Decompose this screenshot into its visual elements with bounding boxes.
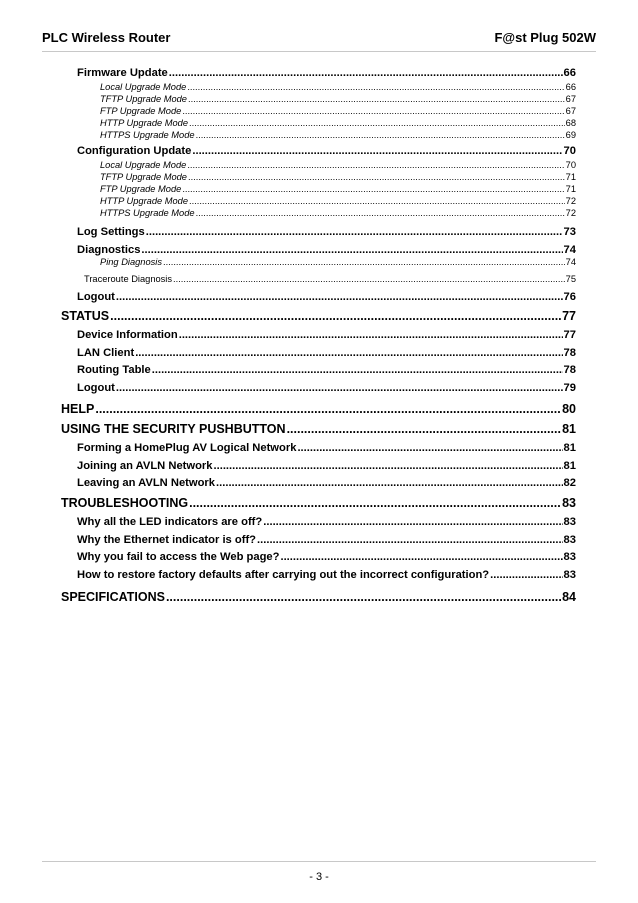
- toc-leader: [116, 382, 563, 394]
- toc-leader: [214, 460, 563, 472]
- toc-leader: [95, 402, 561, 416]
- toc-entry[interactable]: [100, 118, 576, 130]
- footer-rule: [42, 861, 596, 862]
- toc-entry-page: 69: [565, 130, 576, 140]
- toc-leader: [189, 118, 565, 128]
- toc-entry[interactable]: [100, 257, 576, 269]
- page-number: - 3 -: [309, 871, 329, 883]
- toc-entry-title: Routing Table: [77, 364, 151, 376]
- toc-entry-page: 68: [565, 118, 576, 128]
- toc-entry-title: HTTP Upgrade Mode: [100, 118, 189, 128]
- toc-entry-page: 82: [563, 477, 576, 489]
- toc-entry-title: TFTP Upgrade Mode: [100, 94, 187, 104]
- toc-entry[interactable]: [77, 291, 576, 305]
- toc-leader: [189, 496, 561, 510]
- toc-leader: [263, 516, 562, 528]
- toc-leader: [152, 364, 563, 376]
- header-left-title: PLC Wireless Router: [42, 29, 171, 45]
- toc-entry[interactable]: [77, 534, 576, 548]
- toc-entry[interactable]: [77, 551, 576, 565]
- toc-entry[interactable]: [100, 208, 576, 220]
- toc-leader: [169, 67, 563, 79]
- toc-entry-title: Why you fail to access the Web page?: [77, 551, 280, 563]
- toc-entry[interactable]: [77, 516, 576, 530]
- toc-entry-title: TROUBLESHOOTING: [61, 496, 189, 510]
- toc-entry-title: USING THE SECURITY PUSHBUTTON: [61, 422, 286, 436]
- toc-entry[interactable]: [100, 196, 576, 208]
- toc-leader: [182, 184, 564, 194]
- toc-leader: [490, 569, 562, 581]
- toc-entry-page: 67: [565, 94, 576, 104]
- toc-entry-page: 73: [563, 226, 576, 238]
- toc-entry[interactable]: [100, 82, 576, 94]
- toc-entry-page: 78: [563, 364, 576, 376]
- toc-entry-page: 77: [562, 309, 576, 323]
- toc-entry[interactable]: [100, 94, 576, 106]
- toc-entry-page: 66: [565, 82, 576, 92]
- toc-leader: [192, 145, 562, 157]
- toc-leader: [257, 534, 563, 546]
- toc-entry-title: Why the Ethernet indicator is off?: [77, 534, 257, 546]
- toc-entry-title: HTTPS Upgrade Mode: [100, 130, 195, 140]
- toc-entry[interactable]: [77, 226, 576, 240]
- toc-entry-title: Configuration Update: [77, 145, 192, 157]
- toc-leader: [110, 309, 561, 323]
- toc-entry-page: 72: [565, 196, 576, 206]
- toc-entry[interactable]: [77, 364, 576, 378]
- toc-entry-page: 84: [562, 590, 576, 604]
- toc-entry-title: Forming a HomePlug AV Logical Network: [77, 442, 297, 454]
- toc-leader: [196, 208, 565, 218]
- toc-leader: [297, 442, 562, 454]
- toc-entry-page: 66: [563, 67, 576, 79]
- toc-entry-title: Device Information: [77, 329, 178, 341]
- toc-leader: [179, 329, 563, 341]
- toc-leader: [135, 347, 562, 359]
- toc-entry-title: Logout: [77, 382, 115, 394]
- toc-leader: [280, 551, 562, 563]
- toc-entry[interactable]: [100, 184, 576, 196]
- toc-leader: [146, 226, 563, 238]
- toc-entry-title: FTP Upgrade Mode: [100, 106, 182, 116]
- toc-entry[interactable]: [84, 274, 576, 286]
- toc-entry-title: Diagnostics: [77, 244, 141, 256]
- toc-entry[interactable]: [77, 442, 576, 456]
- toc-leader: [141, 244, 562, 256]
- toc-leader: [216, 477, 563, 489]
- toc-entry-page: 83: [563, 516, 576, 528]
- toc-entry-page: 74: [563, 244, 576, 256]
- toc-entry-title: HTTP Upgrade Mode: [100, 196, 189, 206]
- toc-entry-page: 67: [565, 106, 576, 116]
- toc-entry-title: Log Settings: [77, 226, 145, 238]
- toc-entry-page: 78: [563, 347, 576, 359]
- toc-entry-page: 71: [565, 172, 576, 182]
- toc-entry-title: HELP: [61, 402, 95, 416]
- toc-leader: [187, 82, 564, 92]
- toc-entry-title: LAN Client: [77, 347, 135, 359]
- toc-entry-page: 83: [563, 551, 576, 563]
- toc-leader: [163, 257, 565, 267]
- toc-entry[interactable]: [61, 496, 576, 513]
- toc-entry[interactable]: [77, 329, 576, 343]
- toc-entry-page: 81: [563, 460, 576, 472]
- toc-entry[interactable]: [100, 106, 576, 118]
- toc-entry[interactable]: [61, 590, 576, 607]
- toc-leader: [196, 130, 565, 140]
- toc-entry-title: TFTP Upgrade Mode: [100, 172, 187, 182]
- toc-leader: [173, 274, 565, 284]
- toc-entry[interactable]: [61, 422, 576, 439]
- toc-entry-page: 75: [565, 274, 576, 284]
- toc-entry-title: Firmware Update: [77, 67, 168, 79]
- toc-entry-page: 70: [563, 145, 576, 157]
- toc-entry-page: 80: [562, 402, 576, 416]
- toc-entry-title: FTP Upgrade Mode: [100, 184, 182, 194]
- toc-entry-title: SPECIFICATIONS: [61, 590, 165, 604]
- toc-entry[interactable]: [77, 347, 576, 361]
- toc-leader: [189, 196, 565, 206]
- toc-entry-title: Local Upgrade Mode: [100, 82, 187, 92]
- toc-entry-page: 81: [563, 442, 576, 454]
- toc-entry[interactable]: [61, 402, 576, 419]
- toc-leader: [166, 590, 561, 604]
- toc-entry-page: 81: [562, 422, 576, 436]
- toc-entry-page: 72: [565, 208, 576, 218]
- toc-entry-title: Local Upgrade Mode: [100, 160, 187, 170]
- toc-entry-title: How to restore factory defaults after carrying out the incorrect configuration?: [77, 569, 490, 581]
- toc-entry[interactable]: [100, 160, 576, 172]
- toc-entry[interactable]: [100, 130, 576, 142]
- toc-entry[interactable]: [100, 172, 576, 184]
- toc-entry-title: Joining an AVLN Network: [77, 460, 213, 472]
- toc-entry-title: HTTPS Upgrade Mode: [100, 208, 195, 218]
- toc-entry[interactable]: [77, 382, 576, 396]
- toc-entry-page: 83: [562, 496, 576, 510]
- toc-leader: [116, 291, 563, 303]
- header-right-title: F@st Plug 502W: [494, 29, 596, 45]
- toc-entry-page: 77: [563, 329, 576, 341]
- toc-entry-title: Ping Diagnosis: [100, 257, 163, 267]
- toc-entry-page: 74: [565, 257, 576, 267]
- toc-entry-page: 79: [563, 382, 576, 394]
- toc-entry[interactable]: [77, 460, 576, 474]
- toc-entry[interactable]: [77, 569, 576, 583]
- toc-leader: [188, 172, 565, 182]
- toc-entry-page: 83: [563, 569, 576, 581]
- toc-leader: [187, 160, 564, 170]
- toc-entry[interactable]: [77, 244, 576, 258]
- toc-leader: [188, 94, 565, 104]
- toc-leader: [182, 106, 564, 116]
- toc-entry[interactable]: [61, 309, 576, 326]
- toc-entry-page: 83: [563, 534, 576, 546]
- toc-entry-page: 70: [565, 160, 576, 170]
- toc-entry-title: Leaving an AVLN Network: [77, 477, 216, 489]
- toc-entry-title: Why all the LED indicators are off?: [77, 516, 263, 528]
- toc-entry[interactable]: [77, 67, 576, 81]
- toc-entry[interactable]: [77, 145, 576, 159]
- toc-entry-page: 71: [565, 184, 576, 194]
- toc-entry-title: STATUS: [61, 309, 110, 323]
- toc-leader: [287, 422, 562, 436]
- toc-entry-title: Logout: [77, 291, 115, 303]
- toc-entry[interactable]: [77, 477, 576, 491]
- toc-entry-title: Traceroute Diagnosis: [84, 274, 173, 284]
- toc-entry-page: 76: [563, 291, 576, 303]
